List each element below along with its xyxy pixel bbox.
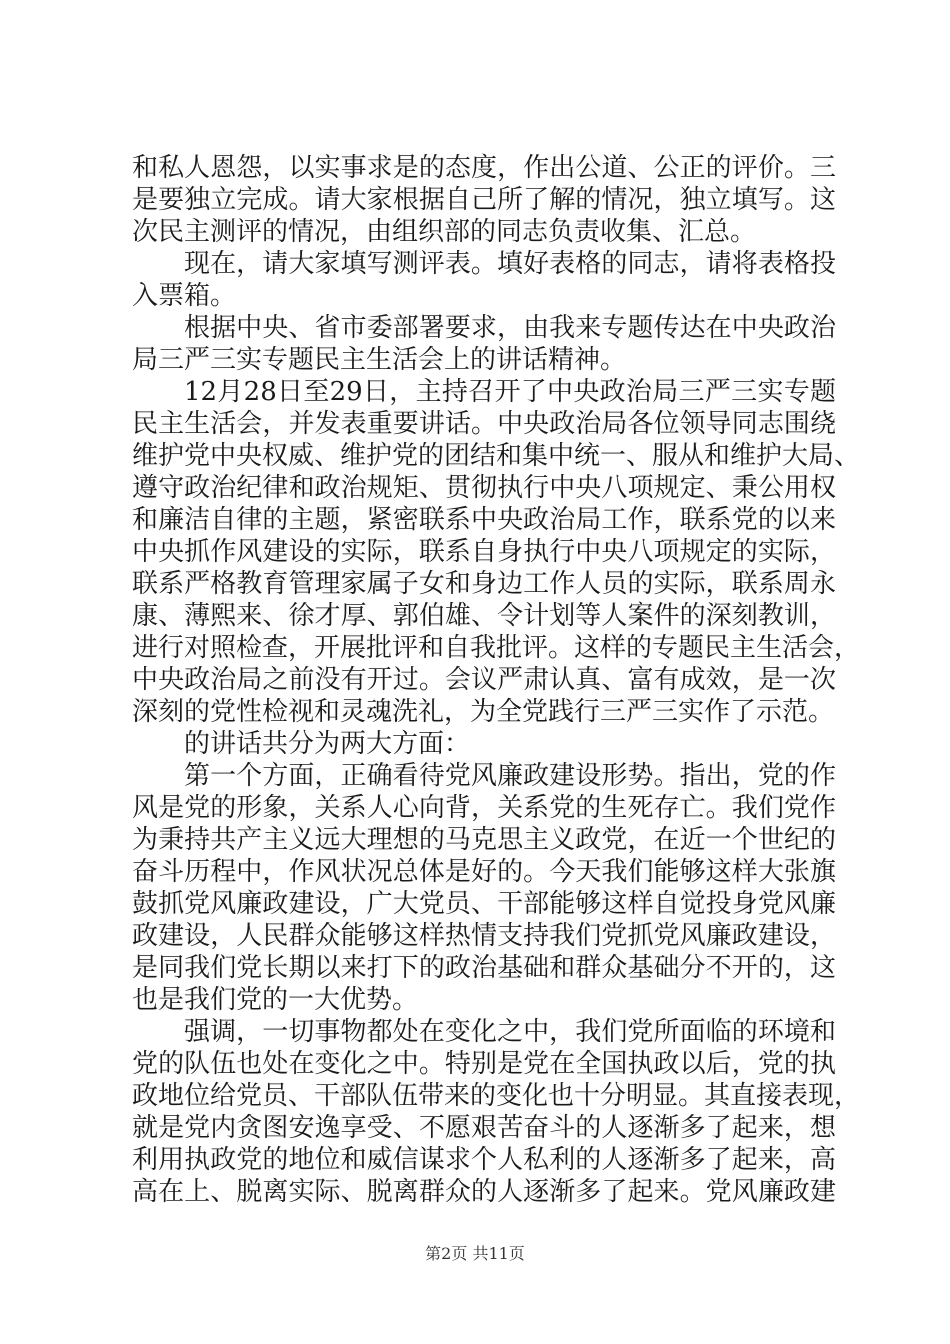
text-line: 风是党的形象，关系人心向背，关系党的生死存亡。我们党作 bbox=[132, 793, 836, 823]
text-line: 现在，请大家填写测评表。填好表格的同志，请将表格投 bbox=[184, 249, 836, 279]
text-line: 奋斗历程中，作风状况总体是好的。今天我们能够这样大张旗 bbox=[132, 857, 836, 887]
text-line: 联系严格教育管理家属子女和身边工作人员的实际，联系周永 bbox=[132, 569, 836, 599]
text-line: 利用执政党的地位和威信谋求个人私利的人逐渐多了起来，高 bbox=[132, 1145, 836, 1175]
text-line: 也是我们党的一大优势。 bbox=[132, 985, 419, 1015]
text-line: 根据中央、省市委部署要求，由我来专题传达在中央政治 bbox=[184, 313, 836, 343]
text-line: 遵守政治纪律和政治规矩、贯彻执行中央八项规定、秉公用权 bbox=[132, 473, 836, 503]
text-line: 维护党中央权威、维护党的团结和集中统一、服从和维护大局、 bbox=[132, 441, 861, 471]
text-line: 次民主测评的情况，由组织部的同志负责收集、汇总。 bbox=[132, 217, 757, 247]
text-line: 进行对照检查，开展批评和自我批评。这样的专题民主生活会， bbox=[132, 633, 861, 663]
text-line: 中央抓作风建设的实际，联系自身执行中央八项规定的实际， bbox=[132, 537, 836, 567]
text-line: 第一个方面，正确看待党风廉政建设形势。指出，党的作 bbox=[184, 761, 836, 791]
text-line: 是同我们党长期以来打下的政治基础和群众基础分不开的，这 bbox=[132, 953, 836, 983]
text-line: 局三严三实专题民主生活会上的讲话精神。 bbox=[132, 345, 627, 375]
text-line: 和私人恩怨，以实事求是的态度，作出公道、公正的评价。三 bbox=[132, 153, 836, 183]
page-footer: 第2页 共11页 bbox=[425, 1244, 525, 1263]
text-line: 深刻的党性检视和灵魂洗礼，为全党践行三严三实作了示范。 bbox=[132, 697, 835, 727]
text-line: 康、薄熙来、徐才厚、郭伯雄、令计划等人案件的深刻教训， bbox=[132, 601, 836, 631]
text-line: 政建设，人民群众能够这样热情支持我们党抓党风廉政建设， bbox=[132, 921, 836, 951]
text-line: 的讲话共分为两大方面： bbox=[184, 729, 471, 759]
text-line: 强调，一切事物都处在变化之中，我们党所面临的环境和 bbox=[184, 1017, 836, 1047]
document-body bbox=[132, 152, 861, 1208]
text-line: 党的队伍也处在变化之中。特别是党在全国执政以后，党的执 bbox=[132, 1049, 836, 1079]
text-line: 是要独立完成。请大家根据自己所了解的情况，独立填写。这 bbox=[132, 185, 836, 215]
text-line: 政地位给党员、干部队伍带来的变化也十分明显。其直接表现， bbox=[132, 1081, 861, 1111]
text-line: 为秉持共产主义远大理想的马克思主义政党，在近一个世纪的 bbox=[132, 825, 836, 855]
text-line: 中央政治局之前没有开过。会议严肃认真、富有成效，是一次 bbox=[132, 665, 836, 695]
text-line: 高在上、脱离实际、脱离群众的人逐渐多了起来。党风廉政建 bbox=[132, 1177, 836, 1207]
text-line: 民主生活会，并发表重要讲话。中央政治局各位领导同志围绕 bbox=[132, 409, 836, 439]
text-line: 鼓抓党风廉政建设，广大党员、干部能够这样自觉投身党风廉 bbox=[132, 889, 836, 919]
text-line: 和廉洁自律的主题，紧密联系中央政治局工作，联系党的以来 bbox=[132, 505, 836, 535]
text-line: 就是党内贪图安逸享受、不愿艰苦奋斗的人逐渐多了起来，想 bbox=[132, 1113, 836, 1143]
text-line: 入票箱。 bbox=[132, 281, 237, 311]
text-line: 12月28日至29日，主持召开了中央政治局三严三实专题 bbox=[184, 377, 836, 407]
